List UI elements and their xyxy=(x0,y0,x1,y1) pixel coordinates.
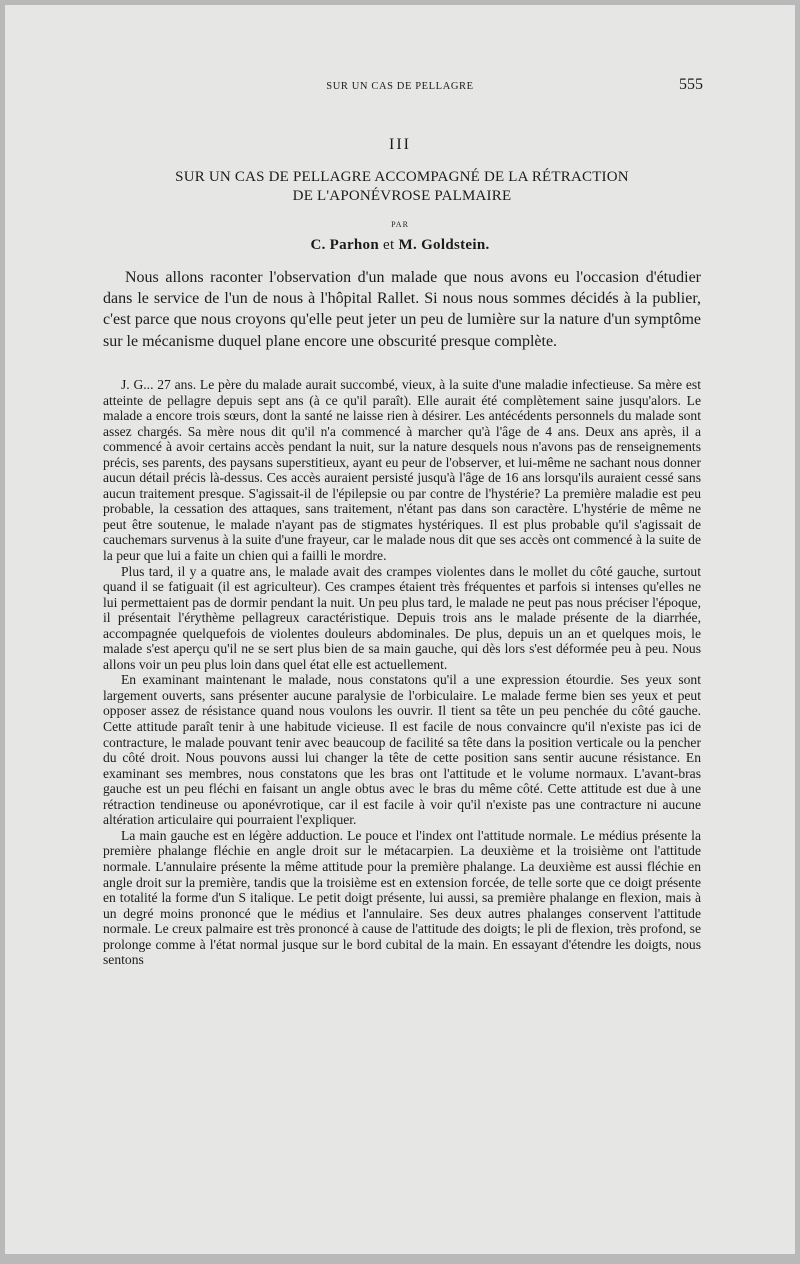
intro-paragraph: Nous allons raconter l'observation d'un malade que nous avons eu l'occasion d'étudier dans le service de l'un de nous à l'hôpital Rallet. Si nous nous sommes décidés à la publier, c'est parce que nous croyons qu'elle peut jeter un peu de lumière sur la nature d'un symptôme sur le mécanisme duquel plane encore une obscurité presque complète. xyxy=(103,269,701,350)
paragraph-left-hand: La main gauche est en légère adduction. Le pouce et l'index ont l'attitude normale. Le médius présente la première phalange fléchie en angle droit sur le métacarpien. La deuxième et la troisième ont l'attitude normale. L'annulaire présente la même attitude pour la première phalange. La deuxième est aussi fléchie en angle droit sur la première, tandis que la troisième est en extension forcée, de telle sorte que ce doigt présente en totalité la forme d'un S italique. Le petit doigt présente, lui aussi, sa première phalange en flexion, mais à un degré moins prononcé que le médius et l'annulaire. Ses deux autres phalanges conservent l'attitude normale. Le creux palmaire est très prononcé à cause de l'attitude des doigts; le pli de flexion, très profond, se prolonge comme à l'état normal jusque sur le bord cubital de la main. En essayant d'étendre les doigts, nous sentons xyxy=(103,827,701,968)
article-title-line-1: SUR UN CAS DE PELLAGRE ACCOMPAGNÉ DE LA RÉTRACTION xyxy=(175,169,629,185)
paragraph-later-symptoms: Plus tard, il y a quatre ans, le malade avait des crampes violentes dans le mollet du côté gauche, surtout quand il se fatiguait (il est agriculteur). Ces crampes étaient très fréquentes et parfois si intenses qu'elles ne lui permettaient pas de dormir pendant la nuit. Un peu plus tard, le malade ne peut pas nous préciser l'époque, il présentait l'érythème pellagreux caractéristique. Depuis trois ans le malade présente de la diarrhée, accompagnée quelquefois de violentes douleurs abdominales. De plus, depuis un an et quelques mois, le malade s'est aperçu qu'il ne se sert plus bien de sa main gauche, qui dès lors s'est déformée peu à peu. Nous allons voir un peu plus loin dans quel état elle est actuellement. xyxy=(103,563,701,672)
article-title-line-2: DE L'APONÉVROSE PALMAIRE xyxy=(292,188,512,204)
section-number: III xyxy=(389,136,411,153)
author-separator: et xyxy=(379,237,399,253)
running-title: SUR UN CAS DE PELLAGRE xyxy=(326,81,474,92)
page-number: 555 xyxy=(679,76,703,93)
byline-par: PAR xyxy=(391,220,409,229)
authors xyxy=(5,237,795,254)
body-text xyxy=(103,377,701,968)
running-head xyxy=(5,76,795,97)
article-title xyxy=(105,168,699,206)
author-2: M. Goldstein. xyxy=(398,237,490,253)
paragraph-examination: En examinant maintenant le malade, nous constatons qu'il a une expression étourdie. Ses yeux sont largement ouverts, sans présenter aucune paralysie de l'orbiculaire. Le malade ferme bien ses yeux et peut opposer assez de résistance quand nous voulons les ouvrir. Il tient sa tête un peu penchée du côté gauche. Cette attitude paraît tenir à une habitude vicieuse. Il est facile de nous convaincre qu'il n'existe pas ici de contracture, le malade pouvant tenir avec beaucoup de facilité sa tête dans la position verticale ou la pencher du côté droit. Nous pouvons aussi lui changer la tête de cette position sans sentir aucune résistance. En examinant ses membres, nous constatons que les bras ont l'attitude et le volume normaux. L'avant-bras gauche est un peu fléchi en faisant un angle obtus avec le bras du même côté. Cette attitude est due à une rétraction tendineuse ou aponévrotique, car il est facile à voir qu'il n'existe pas une contracture ni aucune altération articulaire qui pourraient l'expliquer. xyxy=(103,672,701,828)
book-page xyxy=(5,5,795,1254)
author-1: C. Parhon xyxy=(310,237,379,253)
paragraph-case-history: J. G... 27 ans. Le père du malade aurait succombé, vieux, à la suite d'une maladie infectieuse. Sa mère est atteinte de pellagre depuis sept ans (à ce qu'il paraît). Elle aurait été complètement saine jusqu'alors. Le malade a encore trois sœurs, dont la santé ne laisse rien à désirer. Les antécédents personnels du malade sont assez chargés. Sa mère nous dit qu'il n'a commencé à marcher qu'à l'âge de 4 ans. Deux ans après, il a commencé à avoir certains accès pendant la nuit, sur la nature desquels nous n'avons pas de renseignements précis, ses parents, des paysans superstitieux, ayant eu peur de l'observer, et lui-même ne sachant nous donner aucun détail précis là-dessus. Ces accès auraient persisté jusqu'à l'âge de 16 ans lorsqu'ils auraient cessé sans aucun traitement presque. S'agissait-il de l'épilepsie ou par contre de l'hystérie? La première maladie est peu probable, la cessation des attaques, sans traitement, n'étant pas dans son caractère. L'hystérie de même ne peut être soutenue, le malade n'ayant pas de stigmates hystériques. Il est plus probable qu'il s'agissait de cauchemars survenus à la suite d'une frayeur, car le malade nous dit que ses accès ont commencé à la suite de la peur que lui a faite un chien qui a failli le mordre. xyxy=(103,377,701,564)
